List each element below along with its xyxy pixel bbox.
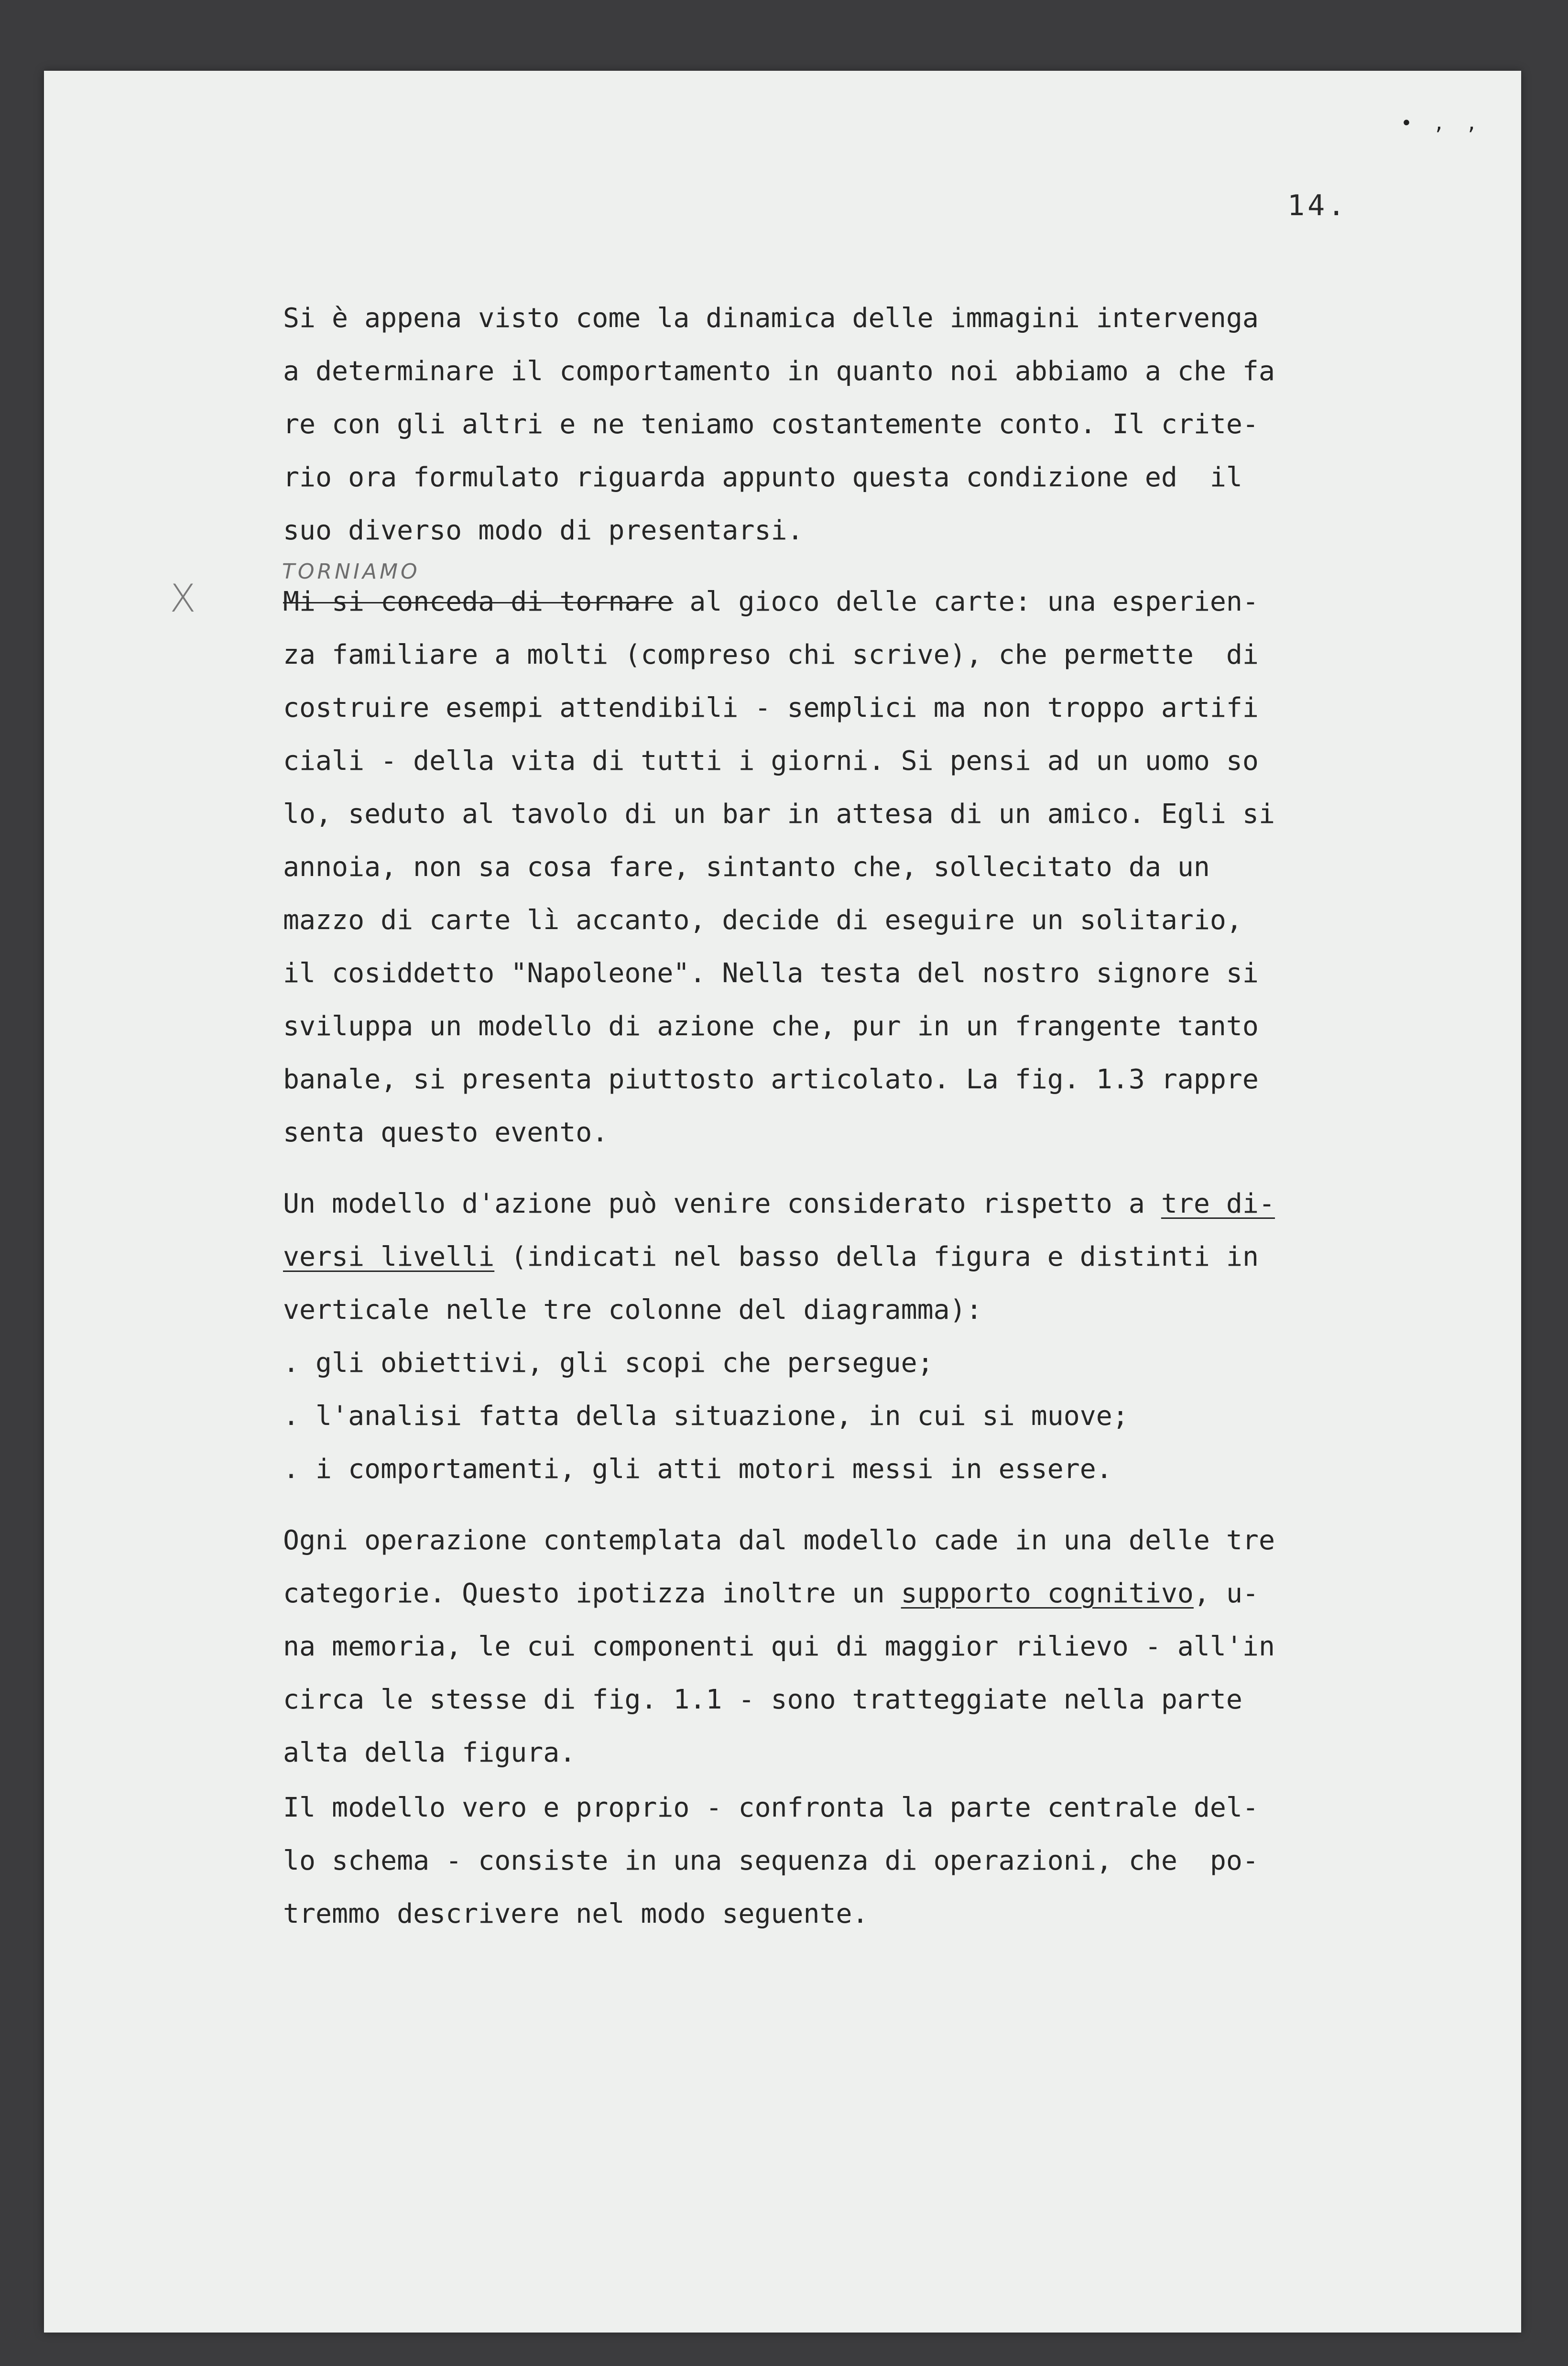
text-span: categorie. Questo ipotizza inoltre un xyxy=(283,1578,901,1609)
body-text xyxy=(283,292,1416,1940)
paragraph-2 xyxy=(283,575,1416,1159)
text-line: banale, si presenta piuttosto articolato. La fig. 1.3 rappre xyxy=(283,1064,1259,1095)
text-line: annoia, non sa cosa fare, sintanto che, sollecitato da un xyxy=(283,852,1210,883)
text-line: za familiare a molti (compreso chi scrive), che permette di xyxy=(283,639,1259,670)
text-line: Si è appena visto come la dinamica delle immagini intervenga xyxy=(283,303,1259,334)
text-line: Ogni operazione contemplata dal modello cade in una delle tre xyxy=(283,1525,1275,1556)
underlined-text: supporto cognitivo xyxy=(901,1578,1194,1609)
text-line: alta della figura. xyxy=(283,1737,576,1768)
text-line xyxy=(283,575,1416,628)
text-line: sviluppa un modello di azione che, pur in un frangente tanto xyxy=(283,1011,1259,1042)
list-item: . l'analisi fatta della situazione, in cui si muove; xyxy=(283,1401,1129,1432)
paragraph-1 xyxy=(283,292,1416,557)
list-item: . i comportamenti, gli atti motori messi in essere. xyxy=(283,1454,1112,1485)
page-number: 14. xyxy=(1287,189,1348,222)
paragraph-4 xyxy=(283,1514,1416,1779)
text-line: na memoria, le cui componenti qui di maggior rilievo - all'in xyxy=(283,1631,1275,1662)
text-line: rio ora formulato riguarda appunto questa condizione ed il xyxy=(283,462,1242,493)
text-line xyxy=(283,1177,1416,1230)
underlined-text: tre di- xyxy=(1161,1188,1275,1219)
text-line: lo, seduto al tavolo di un bar in attesa di un amico. Egli si xyxy=(283,799,1275,830)
text-line: lo schema - consiste in una sequenza di operazioni, che po- xyxy=(283,1845,1259,1876)
text-span: Un modello d'azione può venire considerato rispetto a xyxy=(283,1188,1161,1219)
text-line: verticale nelle tre colonne del diagramma): xyxy=(283,1294,982,1325)
corner-marks: • , , xyxy=(1401,112,1482,134)
text-line: suo diverso modo di presentarsi. xyxy=(283,515,804,546)
text-span: al gioco delle carte: una esperien- xyxy=(673,586,1259,617)
text-line xyxy=(283,1567,1416,1620)
text-line: re con gli altri e ne teniamo costantemente conto. Il crite- xyxy=(283,409,1259,440)
text-line: costruire esempi attendibili - semplici ma non troppo artifi xyxy=(283,692,1259,723)
text-line: ciali - della vita di tutti i giorni. Si pensi ad un uomo so xyxy=(283,745,1259,777)
text-line xyxy=(283,1230,1416,1283)
margin-cross-mark: X xyxy=(170,576,196,621)
paragraph-5 xyxy=(283,1781,1416,1940)
underlined-text: versi livelli xyxy=(283,1241,495,1272)
text-line: il cosiddetto "Napoleone". Nella testa del nostro signore si xyxy=(283,958,1259,989)
text-line: tremmo descrivere nel modo seguente. xyxy=(283,1898,869,1929)
text-span: , u- xyxy=(1193,1578,1259,1609)
text-line: mazzo di carte lì accanto, decide di eseguire un solitario, xyxy=(283,905,1242,936)
text-line: a determinare il comportamento in quanto noi abbiamo a che fa xyxy=(283,356,1275,387)
text-line: senta questo evento. xyxy=(283,1117,609,1148)
struck-text: Mi si conceda di tornare xyxy=(283,586,674,617)
handwritten-correction: TORNIAMO xyxy=(282,559,420,584)
text-span: (indicati nel basso della figura e distinti in xyxy=(494,1241,1259,1272)
list-item: . gli obiettivi, gli scopi che persegue; xyxy=(283,1347,934,1379)
text-line: circa le stesse di fig. 1.1 - sono tratteggiate nella parte xyxy=(283,1684,1242,1715)
text-line: Il modello vero e proprio - confronta la parte centrale del- xyxy=(283,1792,1259,1823)
paragraph-3 xyxy=(283,1177,1416,1496)
